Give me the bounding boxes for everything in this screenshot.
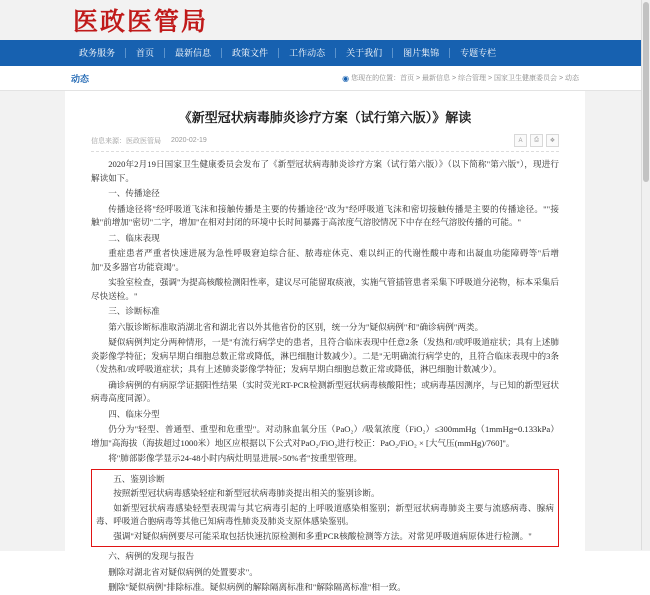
- main-navigation-inner: [65, 40, 585, 66]
- highlighted-section: [91, 469, 559, 548]
- location-icon: ◉: [342, 73, 350, 83]
- site-title: 医政医管局: [73, 9, 209, 36]
- section-label: 动态: [71, 73, 90, 84]
- paragraph: 2020年2月19日国家卫生健康委员会发布了《新型冠状病毒肺炎诊疗方案（试行第六版）》（以下简称"第六版"），现进行解读如下。: [91, 159, 559, 183]
- highlight-paragraph: 按照新型冠状病毒感染轻症和新型冠状病毒肺炎提出相关的鉴别诊断。: [113, 488, 380, 498]
- paragraph: 四、临床分型: [108, 408, 160, 419]
- article-body: [91, 158, 559, 595]
- font-size-icon[interactable]: A: [514, 134, 527, 147]
- print-icon[interactable]: ⎙: [530, 134, 543, 147]
- paragraph: 二、临床表现: [108, 232, 160, 243]
- nav-item-0[interactable]: 政务服务: [79, 48, 116, 58]
- nav-item-7[interactable]: 专题专栏: [460, 48, 497, 58]
- breadcrumb-bar: [0, 66, 650, 91]
- main-navigation[interactable]: [0, 40, 650, 66]
- site-banner: [0, 0, 650, 40]
- site-banner-inner: [65, 0, 585, 40]
- breadcrumb-bar-inner: [65, 66, 585, 90]
- article-container: [65, 91, 585, 592]
- paragraph: 传播途径将"经呼吸道飞沫和接触传播是主要的传播途径"改为"经呼吸道飞沫和密切接触传播是主要的传播途径。""接触"前增加"密切"二字，增加"在相对封闭的环境中长时间暴露于高浓度气溶胶情况下中存在经气溶胶传播的可能。": [91, 203, 559, 227]
- paragraph: 一、传播途径: [108, 188, 160, 198]
- breadcrumb-text: 您现在的位置：首页 > 最新信息 > 综合管理 > 国家卫生健康委员会 > 动态: [351, 75, 579, 82]
- scrollbar-thumb[interactable]: [643, 2, 649, 182]
- paragraph: 重症患者严重者快速进展为急性呼吸窘迫综合征、脓毒症休克、难以纠正的代谢性酸中毒和出凝血功能障碍等"后增加"及多器官功能衰竭"。: [91, 248, 559, 272]
- paragraph: 确诊病例的有病原学证据阳性结果（实时荧光RT-PCR检测新型冠状病毒核酸阳性；或病毒基因测序，与已知的新型冠状病毒高度同源）。: [91, 379, 559, 403]
- highlight-paragraph: 如新型冠状病毒感染轻型表现需与其它病毒引起的上呼吸道感染相鉴别；新型冠状病毒肺炎主要与流感病毒、腺病毒、呼吸道合胞病毒等其他已知病毒性肺炎及肺炎支原体感染鉴别。: [96, 502, 554, 526]
- paragraph: 第六版诊断标准取消湖北省和湖北省以外其他省份的区别，统一分为"疑似病例"和"确诊病例"两类。: [108, 321, 484, 332]
- paragraph: 疑似病例判定分两种情形，一是"有流行病学史的患者，且符合临床表现中任意2条（发热和/或呼吸道症状；具有上述肺炎影像学特征；发病早期白细胞总数正常或降低，淋巴细胞计数减少）。二是"无明确流行病学史的，且符合临床表现中的3条（发热和/或呼吸道症状；具有上述肺炎影像学特征；发病早期白细胞总数正常或降低，淋巴细胞计数减少）。: [91, 337, 559, 374]
- highlight-paragraph: 强调"对疑似病例要尽可能采取包括快速抗原检测和多重PCR核酸检测等方法。对常见呼吸道病原体进行检测。": [113, 530, 532, 541]
- page-scrollbar[interactable]: [641, 0, 650, 550]
- paragraph: 六、病例的发现与报告: [108, 551, 195, 561]
- paragraph: 仍分为"轻型、普通型、重型和危重型"。对动脉血氧分压（PaO₂）/吸氧浓度（FiO₂）≤300mmHg（1mmHg=0.133kPa）增加"高海拔（海拔超过1000米）地区应根据以下公式对PaO₂/FiO₂进行校正：PaO₂/FiO₂ × [大气压(mmHg)/760]"。: [91, 424, 559, 448]
- paragraph: 三、诊断标准: [108, 306, 160, 316]
- highlight-heading: 五、鉴别诊断: [113, 473, 165, 484]
- paragraph: 实验室检查，强调"为提高核酸检测阳性率，建议尽可能留取痰液，实施气管插管患者采集下呼吸道分泌物，标本采集后尽快送检。": [91, 277, 559, 301]
- nav-item-4[interactable]: 工作动态: [289, 48, 326, 58]
- paragraph: 删除"疑似病例"排除标准。疑似病例的解除隔离标准和"解除隔离标准"相一致。: [108, 582, 406, 592]
- page-title: 《新型冠状病毒肺炎诊疗方案（试行第六版）》解读: [178, 110, 472, 125]
- breadcrumb: [342, 73, 585, 83]
- article-date: 2020-02-19: [171, 137, 207, 144]
- share-icon[interactable]: ❖: [546, 134, 559, 147]
- nav-item-6[interactable]: 图片集锦: [403, 48, 440, 58]
- nav-item-2[interactable]: 最新信息: [175, 48, 212, 58]
- article-meta: [91, 134, 559, 152]
- paragraph: 将"肺部影像学显示24-48小时内病灶明显进展>50%者"按重型管理。: [108, 453, 363, 463]
- paragraph: 删除对湖北省对疑似病例的处置要求"。: [108, 566, 258, 577]
- article-source: 信息来源：医政医管局: [91, 137, 161, 145]
- content-wrapper: [0, 91, 650, 592]
- nav-item-5[interactable]: 关于我们: [346, 48, 383, 58]
- article-tools[interactable]: [514, 134, 559, 147]
- nav-item-1[interactable]: 首页: [136, 48, 155, 58]
- nav-item-3[interactable]: 政策文件: [232, 48, 269, 58]
